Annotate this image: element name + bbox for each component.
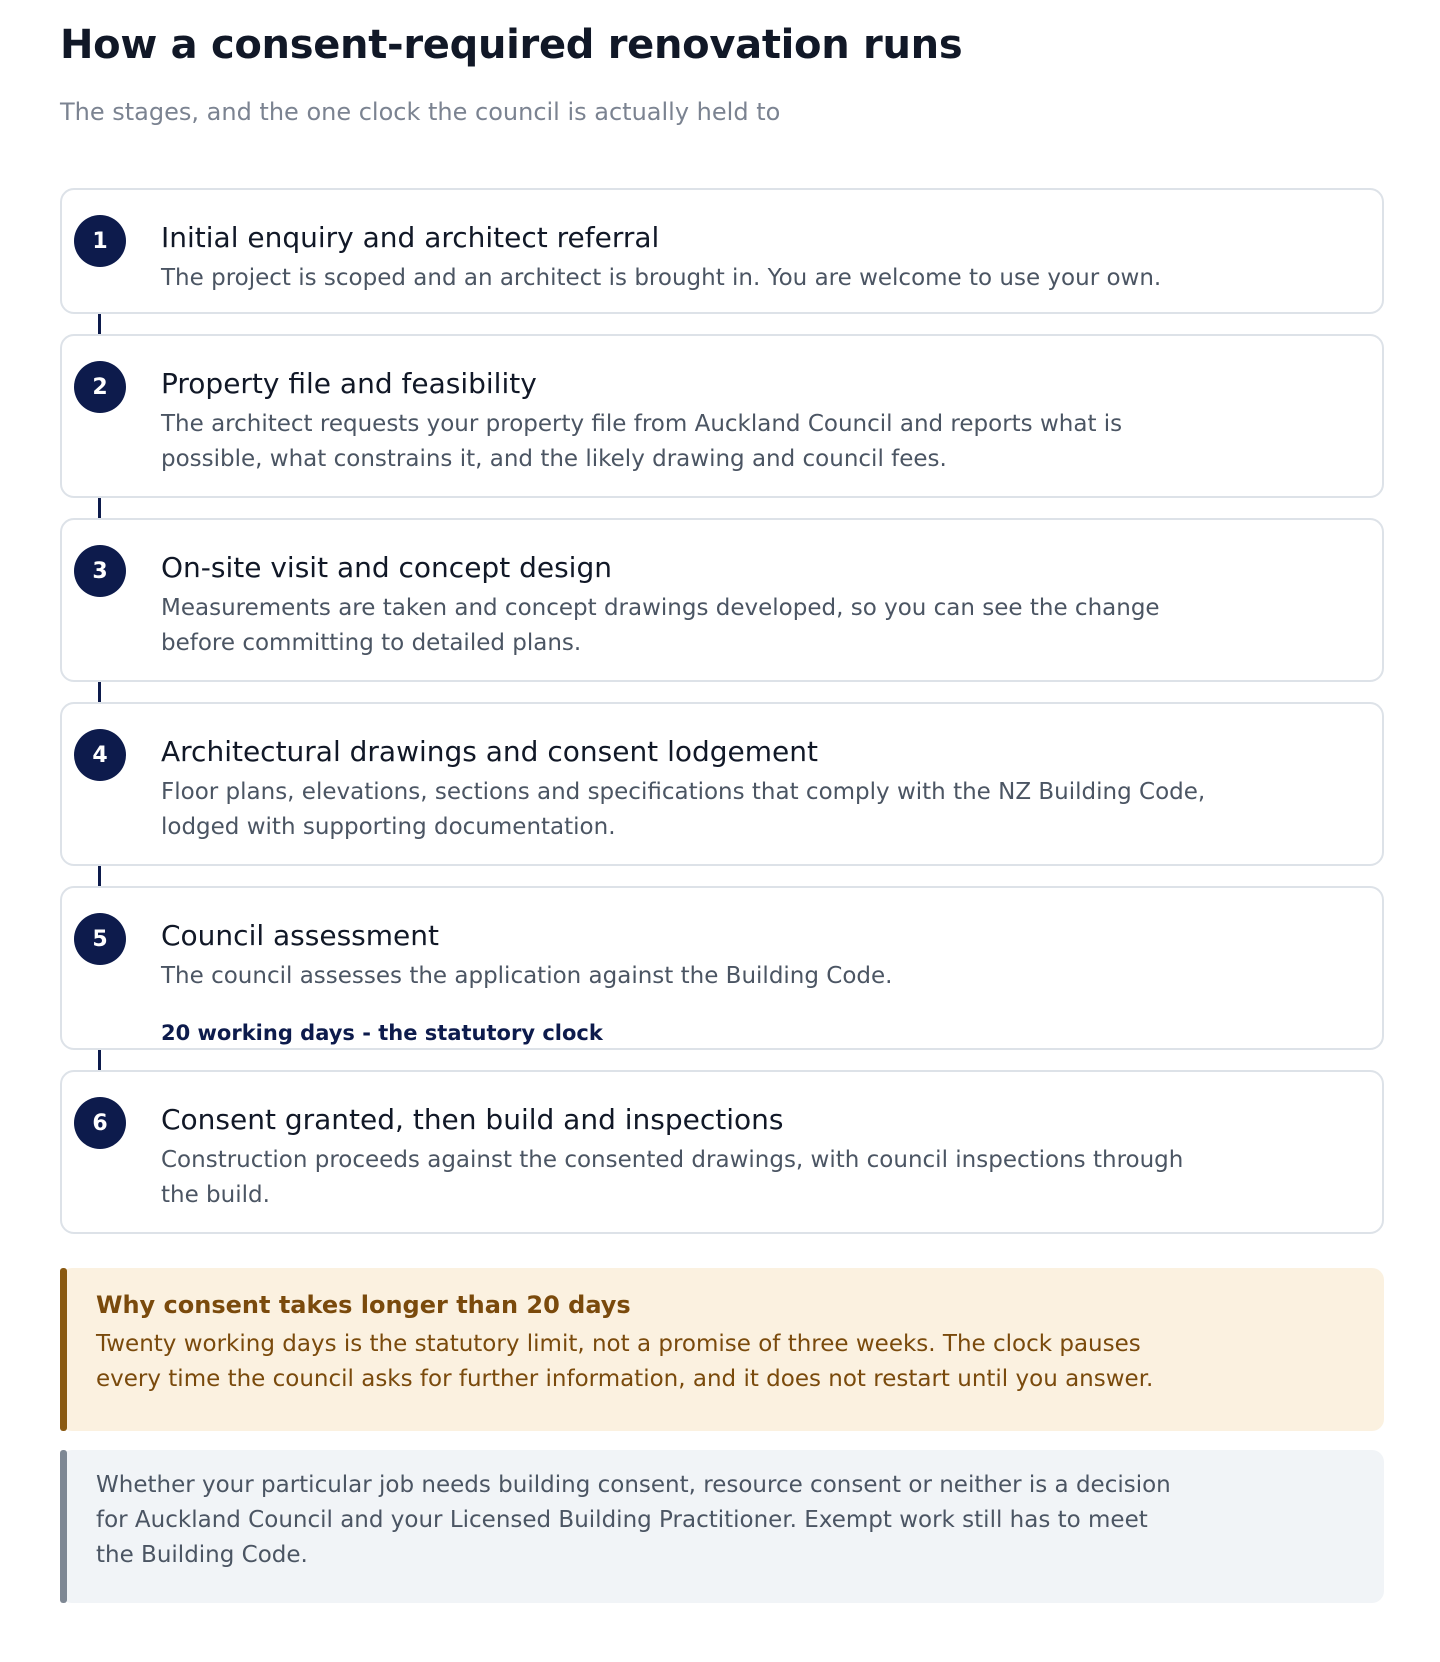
warning-callout [60,1268,1384,1431]
stage-card-highlight [60,886,1384,1050]
timeline-connector [60,682,1384,702]
step-number-badge: 5 [74,913,126,965]
step-number-badge: 4 [74,729,126,781]
warning-title: Why consent takes longer than 20 days [96,1291,631,1319]
callout-accent-bar [60,1268,67,1431]
statutory-clock-label: 20 working days - the statutory clock [161,1021,603,1045]
callout-accent-bar [60,1450,67,1603]
stage-description: The architect requests your property file from Auckland Council and reports what is possible, what constrains it, and the likely drawing and council fees. [161,411,1123,472]
stage-description: Construction proceeds against the consented drawings, with council inspections through the build. [161,1147,1184,1208]
timeline-connector [60,866,1384,886]
stage-card [60,334,1384,498]
page-subtitle: The stages, and the one clock the council is actually held to [60,98,781,126]
stage-title: Council assessment [161,919,439,952]
stage-description: The council assesses the application against the Building Code. [161,963,893,989]
stage-title: Architectural drawings and consent lodgement [161,735,818,768]
timeline-connector [60,1050,1384,1070]
step-number-badge: 2 [74,361,126,413]
stage-description: Measurements are taken and concept drawings developed, so you can see the change before committing to detailed plans. [161,595,1160,656]
stage-card [60,702,1384,866]
timeline-connector [60,498,1384,518]
step-number-badge: 6 [74,1097,126,1149]
info-note [60,1450,1384,1603]
stage-title: Property file and feasibility [161,367,537,400]
warning-text: Twenty working days is the statutory limit, not a promise of three weeks. The clock pauses every time the council asks for further information, and it does not restart until you answer. [96,1331,1154,1392]
timeline-connector [60,314,1384,334]
stage-card [60,188,1384,314]
stage-title: Initial enquiry and architect referral [161,221,660,254]
stage-list [60,188,1384,1234]
page-title: How a consent-required renovation runs [60,22,963,68]
step-number-badge: 3 [74,545,126,597]
stage-card [60,1070,1384,1234]
step-number-badge: 1 [74,215,126,267]
note-text: Whether your particular job needs building consent, resource consent or neither is a decision for Auckland Council and your Licensed Building Practitioner. Exempt work still has to meet the Building Code. [96,1472,1171,1568]
stage-description: The project is scoped and an architect is brought in. You are welcome to use your own. [161,265,1162,291]
stage-card [60,518,1384,682]
stage-title: On-site visit and concept design [161,551,612,584]
stage-description: Floor plans, elevations, sections and specifications that comply with the NZ Building Code, lodged with supporting documentation. [161,779,1206,840]
stage-title: Consent granted, then build and inspections [161,1103,784,1136]
